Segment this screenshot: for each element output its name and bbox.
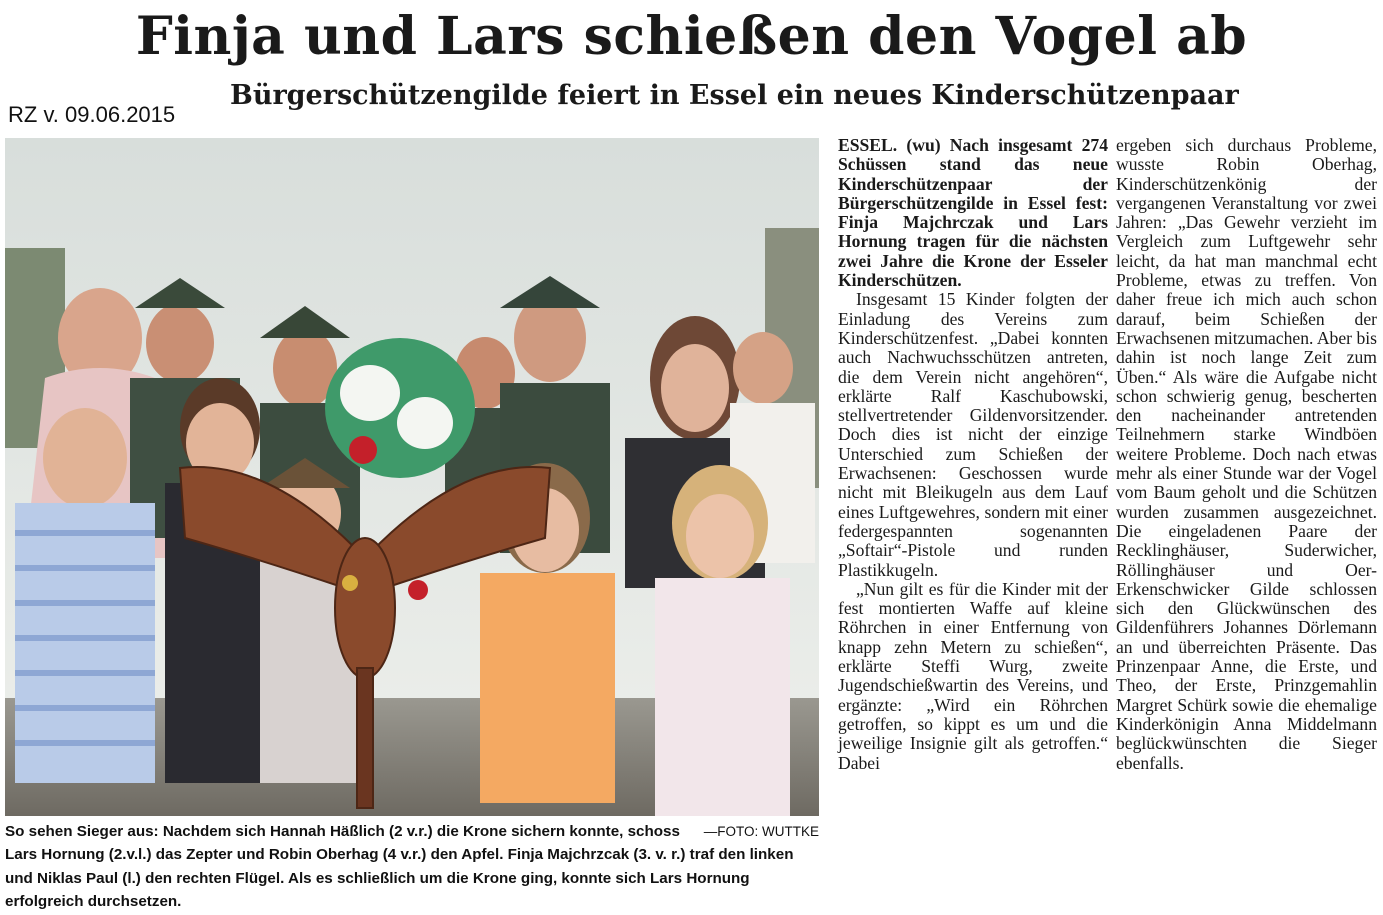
- body-column-2: [1116, 136, 1377, 773]
- article-subheadline: Bürgerschützengilde feiert in Essel ein neues Kinderschützenpaar: [230, 80, 1239, 111]
- source-date-tag: RZ v. 09.06.2015: [8, 102, 176, 127]
- body-paragraph: ergeben sich durchaus Probleme, wusste Robin Oberhag, Kinderschützenkönig der vergangenen Veranstaltung vor zwei Jahren: „Das Gewehr verzieht im Vergleich zum Luftgewehr sehr leicht, da hat man manchmal echt Probleme, etwas zu treffen. Von daher freue ich mich auch schon darauf, beim Schießen der Erwachsenen mitzumachen. Aber bis dahin ist noch lange Zeit zum Üben.“ Als wäre die Aufgabe nicht schon schwierig genug, bescherten den nacheinander antretenden Teilnehmern starke Windböen weitere Probleme. Doch nach etwas mehr als einer Stunde war der Vogel vom Baum geholt und die Schützen wurden zusammen ausgezeichnet. Die eingeladenen Paare der Recklinghäuser, Suderwicher, Röllinghäuser und Oer-Erkenschwicker Gilde schlossen sich den Glückwünschen des Gildenführers Johannes Dörlemann an und überreichten Präsente. Das Prinzenpaar Anne, die Erste, und Theo, der Erste, Prinzgemahlin Margret Schürk sowie die ehemalige Kinderkönigin Anna Middelmann beglückwünschten die Sieger ebenfalls.: [1116, 135, 1377, 773]
- lead-paragraph: ESSEL. (wu) Nach insgesamt 274 Schüssen stand das neue Kinderschützenpaar der Bürgerschützengilde in Essel fest: Finja Majchrczak und Lars Hornung tragen für die nächsten zwei Jahre die Krone der Esseler Kinderschützen.: [838, 135, 1108, 291]
- photo-credit: —FOTO: WUTTKE: [703, 824, 819, 839]
- body-column-1: [838, 136, 1108, 773]
- article-photo: [5, 138, 819, 816]
- group-photo-illustration: [5, 138, 819, 816]
- body-paragraph: „Nun gilt es für die Kinder mit der fest montierten Waffe auf kleine Röhrchen in einer Entfernung von knapp zehn Metern zu schießen“, erklärte Steffi Wurg, zweite Jugendschießwartin des Vereins, und ergänzte: „Wird ein Röhrchen getroffen, so kippt es um und die jeweilige Insignie gilt als getroffen.“ Dabei: [838, 578, 1108, 773]
- body-paragraph: Insgesamt 15 Kinder folgten der Einladung des Vereins zum Kinderschützenfest. „Dabei konnten auch Nachwuchsschützen antreten, die dem Verein nicht angehören“, erklärte Ralf Kaschubowski, stellvertretender Gildenvorsitzender. Doch dies ist nicht der einzige Unterschied zum Schießen der Erwachsenen: Geschossen wurde nicht mit Bleikugeln aus dem Lauf eines Luftgewehres, sondern mit einer federgespannten sogenannten „Softair“-Pistole und runden Plastikkugeln.: [838, 289, 1108, 580]
- photo-caption: [5, 820, 819, 914]
- photo-caption-text: So sehen Sieger aus: Nachdem sich Hannah Häßlich (2 v.r.) die Krone sichern konnte, schoss Lars Hornung (2.v.l.) das Zepter und Robin Oberhag (4 v.r.) den Apfel. Finja Majchrzcak (3. v. r.) traf den linken und Niklas Paul (l.) den rechten Flügel. Als es schließlich um die Krone ging, konnte sich Lars Hornung erfolgreich durchsetzen.: [5, 823, 794, 911]
- article-headline: Finja und Lars schießen den Vogel ab: [135, 6, 1248, 67]
